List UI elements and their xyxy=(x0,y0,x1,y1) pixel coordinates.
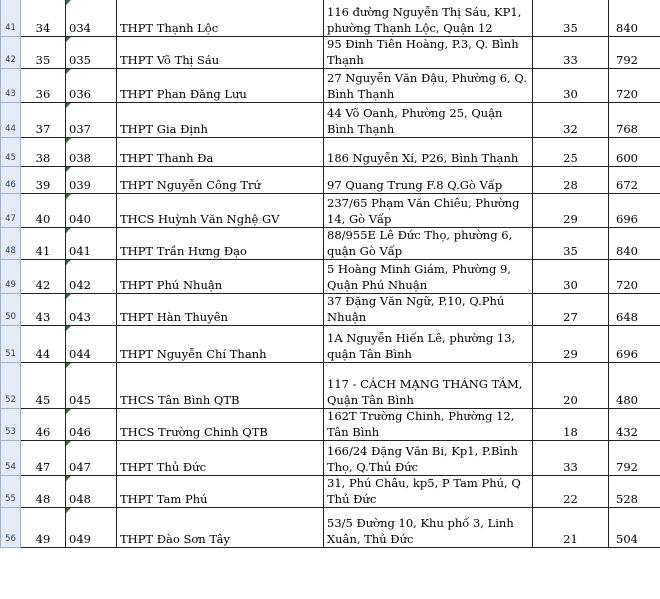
cell-code[interactable]: 034 xyxy=(66,0,117,37)
cell-code[interactable]: 038 xyxy=(66,138,117,167)
cell-code[interactable]: 049 xyxy=(66,508,117,548)
cell-stt[interactable]: 42 xyxy=(21,260,66,294)
cell-stt[interactable]: 36 xyxy=(21,69,66,103)
cell-total[interactable]: 648 xyxy=(609,294,660,326)
cell-code[interactable]: 044 xyxy=(66,326,117,363)
cell-total[interactable]: 768 xyxy=(609,103,660,138)
cell-stt[interactable]: 43 xyxy=(21,294,66,326)
cell-total[interactable]: 600 xyxy=(609,138,660,167)
cell-address[interactable]: 237/65 Phạm Văn Chiêu, Phường 14, Gò Vấp xyxy=(324,194,533,228)
table-row xyxy=(1,0,660,37)
cell-count[interactable]: 28 xyxy=(533,167,609,194)
table-row xyxy=(1,37,660,69)
cell-code[interactable]: 046 xyxy=(66,409,117,441)
cell-school-name[interactable]: THCS Trường Chinh QTB xyxy=(117,409,324,441)
table-row xyxy=(1,167,660,194)
cell-address[interactable]: 27 Nguyễn Văn Đậu, Phường 6, Q. Bình Thạnh xyxy=(324,69,533,103)
cell-stt[interactable]: 40 xyxy=(21,194,66,228)
table-row xyxy=(1,260,660,294)
cell-address[interactable]: 53/5 Đường 10, Khu phố 3, Linh Xuân, Thủ Đức xyxy=(324,508,533,548)
row-header[interactable]: 46 xyxy=(1,167,21,194)
cell-count[interactable]: 27 xyxy=(533,294,609,326)
cell-code[interactable]: 036 xyxy=(66,69,117,103)
cell-stt[interactable]: 45 xyxy=(21,363,66,409)
cell-stt[interactable]: 44 xyxy=(21,326,66,363)
cell-stt[interactable]: 49 xyxy=(21,508,66,548)
table-row xyxy=(1,228,660,260)
cell-count[interactable]: 32 xyxy=(533,103,609,138)
cell-address[interactable]: 97 Quang Trung F.8 Q.Gò Vấp xyxy=(324,167,533,194)
row-header[interactable]: 50 xyxy=(1,294,21,326)
cell-school-name[interactable]: THPT Trần Hưng Đạo xyxy=(117,228,324,260)
cell-school-name[interactable]: THPT Gia Định xyxy=(117,103,324,138)
row-header[interactable]: 47 xyxy=(1,194,21,228)
cell-stt[interactable]: 37 xyxy=(21,103,66,138)
cell-school-name[interactable]: THPT Phan Đăng Lưu xyxy=(117,69,324,103)
cell-stt[interactable]: 34 xyxy=(21,0,66,37)
cell-total[interactable]: 720 xyxy=(609,69,660,103)
cell-school-name[interactable]: THPT Đào Sơn Tây xyxy=(117,508,324,548)
cell-total[interactable]: 672 xyxy=(609,167,660,194)
cell-code[interactable]: 035 xyxy=(66,37,117,69)
table-row xyxy=(1,69,660,103)
cell-address[interactable]: 31, Phú Châu, kp5, P Tam Phú, Q Thủ Đức xyxy=(324,476,533,508)
cell-code[interactable]: 042 xyxy=(66,260,117,294)
row-header[interactable]: 45 xyxy=(1,138,21,167)
cell-total[interactable]: 792 xyxy=(609,37,660,69)
table-row xyxy=(1,294,660,326)
table-row xyxy=(1,194,660,228)
cell-school-name[interactable]: THCS Huỳnh Văn Nghệ GV xyxy=(117,194,324,228)
cell-code[interactable]: 040 xyxy=(66,194,117,228)
table-row xyxy=(1,326,660,363)
table-row xyxy=(1,103,660,138)
cell-total[interactable]: 528 xyxy=(609,476,660,508)
cell-total[interactable]: 504 xyxy=(609,508,660,548)
cell-stt[interactable]: 39 xyxy=(21,167,66,194)
cell-stt[interactable]: 35 xyxy=(21,37,66,69)
row-header[interactable]: 42 xyxy=(1,37,21,69)
cell-total[interactable]: 480 xyxy=(609,363,660,409)
cell-address[interactable]: 95 Đinh Tiên Hoàng, P.3, Q. Bình Thạnh xyxy=(324,37,533,69)
cell-school-name[interactable]: THPT Võ Thị Sáu xyxy=(117,37,324,69)
row-header[interactable]: 51 xyxy=(1,326,21,363)
cell-total[interactable]: 792 xyxy=(609,441,660,476)
cell-school-name[interactable]: THPT Nguyễn Công Trứ xyxy=(117,167,324,194)
cell-school-name[interactable]: THPT Thanh Đa xyxy=(117,138,324,167)
cell-code[interactable]: 039 xyxy=(66,167,117,194)
cell-stt[interactable]: 41 xyxy=(21,228,66,260)
cell-count[interactable]: 22 xyxy=(533,476,609,508)
row-header[interactable]: 49 xyxy=(1,260,21,294)
cell-school-name[interactable]: THPT Hàn Thuyên xyxy=(117,294,324,326)
cell-address[interactable]: 88/955E Lê Đức Thọ, phường 6, quận Gò Vấp xyxy=(324,228,533,260)
cell-code[interactable]: 043 xyxy=(66,294,117,326)
table-row xyxy=(1,476,660,508)
cell-school-name[interactable]: THPT Phú Nhuận xyxy=(117,260,324,294)
row-header[interactable]: 44 xyxy=(1,103,21,138)
cell-stt[interactable]: 38 xyxy=(21,138,66,167)
cell-total[interactable]: 840 xyxy=(609,0,660,37)
cell-code[interactable]: 047 xyxy=(66,441,117,476)
table-row xyxy=(1,441,660,476)
cell-address[interactable]: 5 Hoàng Minh Giám, Phường 9, Quận Phú Nhuận xyxy=(324,260,533,294)
cell-count[interactable]: 30 xyxy=(533,69,609,103)
cell-count[interactable]: 33 xyxy=(533,37,609,69)
row-header[interactable]: 53 xyxy=(1,409,21,441)
cell-count[interactable]: 21 xyxy=(533,508,609,548)
table-body xyxy=(1,0,660,548)
cell-address[interactable]: 166/24 Đặng Văn Bi, Kp1, P.Bình Thọ, Q.Thủ Đức xyxy=(324,441,533,476)
row-header[interactable]: 54 xyxy=(1,441,21,476)
cell-address[interactable]: 116 đường Nguyễn Thị Sáu, KP1, phường Thạnh Lộc, Quận 12 xyxy=(324,0,533,37)
row-header[interactable]: 52 xyxy=(1,363,21,409)
cell-stt[interactable]: 48 xyxy=(21,476,66,508)
cell-stt[interactable]: 46 xyxy=(21,409,66,441)
cell-count[interactable]: 30 xyxy=(533,260,609,294)
cell-address[interactable]: 117 - CÁCH MẠNG THÁNG TÁM, Quận Tân Bình xyxy=(324,363,533,409)
cell-code[interactable]: 041 xyxy=(66,228,117,260)
cell-stt[interactable]: 47 xyxy=(21,441,66,476)
cell-total[interactable]: 840 xyxy=(609,228,660,260)
cell-address[interactable]: 186 Nguyễn Xí, P26, Bình Thạnh xyxy=(324,138,533,167)
cell-count[interactable]: 35 xyxy=(533,228,609,260)
cell-address[interactable]: 162T Trường Chinh, Phường 12, Tân Bình xyxy=(324,409,533,441)
table-row xyxy=(1,508,660,548)
cell-count[interactable]: 29 xyxy=(533,194,609,228)
cell-total[interactable]: 720 xyxy=(609,260,660,294)
cell-code[interactable]: 045 xyxy=(66,363,117,409)
cell-count[interactable]: 18 xyxy=(533,409,609,441)
cell-school-name[interactable]: THPT Thủ Đức xyxy=(117,441,324,476)
cell-count[interactable]: 29 xyxy=(533,326,609,363)
cell-count[interactable]: 25 xyxy=(533,138,609,167)
cell-count[interactable]: 35 xyxy=(533,0,609,37)
row-header[interactable]: 56 xyxy=(1,508,21,548)
cell-code[interactable]: 037 xyxy=(66,103,117,138)
cell-total[interactable]: 432 xyxy=(609,409,660,441)
cell-school-name[interactable]: THPT Thạnh Lộc xyxy=(117,0,324,37)
row-header[interactable]: 48 xyxy=(1,228,21,260)
table-row xyxy=(1,138,660,167)
cell-total[interactable]: 696 xyxy=(609,326,660,363)
cell-count[interactable]: 33 xyxy=(533,441,609,476)
cell-code[interactable]: 048 xyxy=(66,476,117,508)
row-header[interactable]: 55 xyxy=(1,476,21,508)
cell-address[interactable]: 37 Đặng Văn Ngữ, P.10, Q.Phú Nhuận xyxy=(324,294,533,326)
row-header[interactable]: 41 xyxy=(1,0,21,37)
cell-count[interactable]: 20 xyxy=(533,363,609,409)
table-row xyxy=(1,363,660,409)
table-row xyxy=(1,409,660,441)
cell-school-name[interactable]: THPT Nguyễn Chí Thanh xyxy=(117,326,324,363)
cell-school-name[interactable]: THPT Tam Phú xyxy=(117,476,324,508)
cell-address[interactable]: 1A Nguyễn Hiến Lê, phường 13, quận Tân Bình xyxy=(324,326,533,363)
cell-address[interactable]: 44 Võ Oanh, Phường 25, Quận Bình Thạnh xyxy=(324,103,533,138)
row-header[interactable]: 43 xyxy=(1,69,21,103)
cell-total[interactable]: 696 xyxy=(609,194,660,228)
cell-school-name[interactable]: THCS Tân Bình QTB xyxy=(117,363,324,409)
